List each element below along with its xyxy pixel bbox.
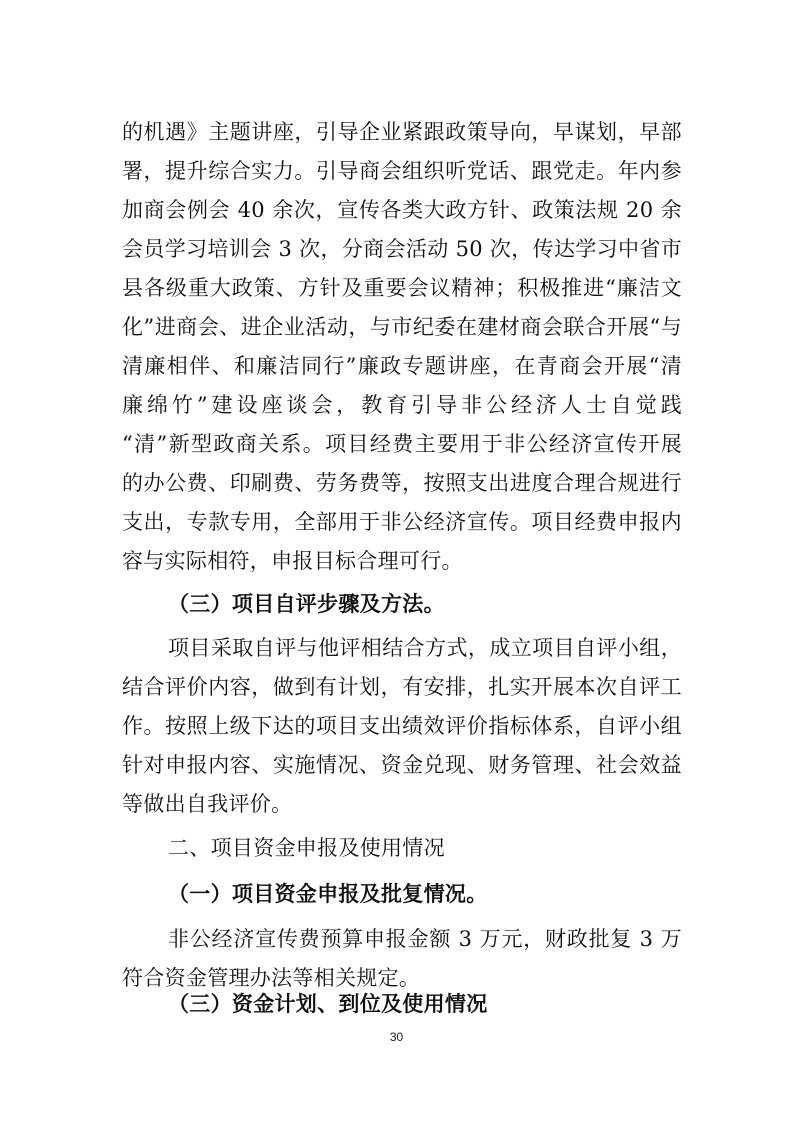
paragraph-line: 会员学习培训会 3 次，分商会活动 50 次，传达学习中省市 [122, 237, 682, 261]
paragraph-line: 支出，专款专用，全部用于非公经济宣传。项目经费申报内 [122, 510, 682, 534]
section-title-funding: 二、项目资金申报及使用情况 [168, 836, 445, 860]
subheading-self-evaluation-method: （三）项目自评步骤及方法。 [168, 591, 445, 616]
paragraph-line: “清”新型政商关系。项目经费主要用于非公经济宣传开展 [122, 432, 682, 456]
paragraph-line: 结合评价内容，做到有计划，有安排，扎实开展本次自评工 [122, 675, 682, 699]
paragraph-line: 署，提升综合实力。引导商会组织听党话、跟党走。年内参 [122, 159, 682, 183]
paragraph-line: 的办公费、印刷费、劳务费等，按照支出进度合理合规进行 [122, 471, 682, 495]
subheading-funding-plan: （三）资金计划、到位及使用情况 [168, 991, 488, 1016]
paragraph-line: 化”进商会、进企业活动，与市纪委在建材商会联合开展“与 [122, 315, 682, 339]
paragraph-line: 容与实际相符，申报目标合理可行。 [122, 549, 463, 573]
page-number: 30 [389, 1030, 404, 1044]
paragraph-line: 的机遇》主题讲座，引导企业紧跟政策导向，早谋划，早部 [122, 120, 682, 144]
paragraph-line: 项目采取自评与他评相结合方式，成立项目自评小组， [168, 636, 682, 660]
paragraph-line: 清廉相伴、和廉洁同行”廉政专题讲座，在青商会开展“清 [122, 354, 682, 378]
paragraph-line: 符合资金管理办法等相关规定。 [122, 966, 421, 990]
paragraph-line: 非公经济宣传费预算申报金额 3 万元，财政批复 3 万 [168, 927, 682, 951]
paragraph-line: 廉绵竹”建设座谈会，教育引导非公经济人士自觉践 [122, 393, 682, 417]
paragraph-line: 等做出自我评价。 [122, 792, 293, 816]
paragraph-line: 加商会例会 40 余次，宣传各类大政方针、政策法规 20 余 [122, 198, 682, 222]
paragraph-line: 县各级重大政策、方针及重要会议精神；积极推进“廉洁文 [122, 276, 682, 300]
subheading-funding-approval: （一）项目资金申报及批复情况。 [168, 881, 488, 906]
paragraph-line: 作。按照上级下达的项目支出绩效评价指标体系，自评小组 [122, 714, 682, 738]
paragraph-line: 针对申报内容、实施情况、资金兑现、财务管理、社会效益 [122, 753, 682, 777]
